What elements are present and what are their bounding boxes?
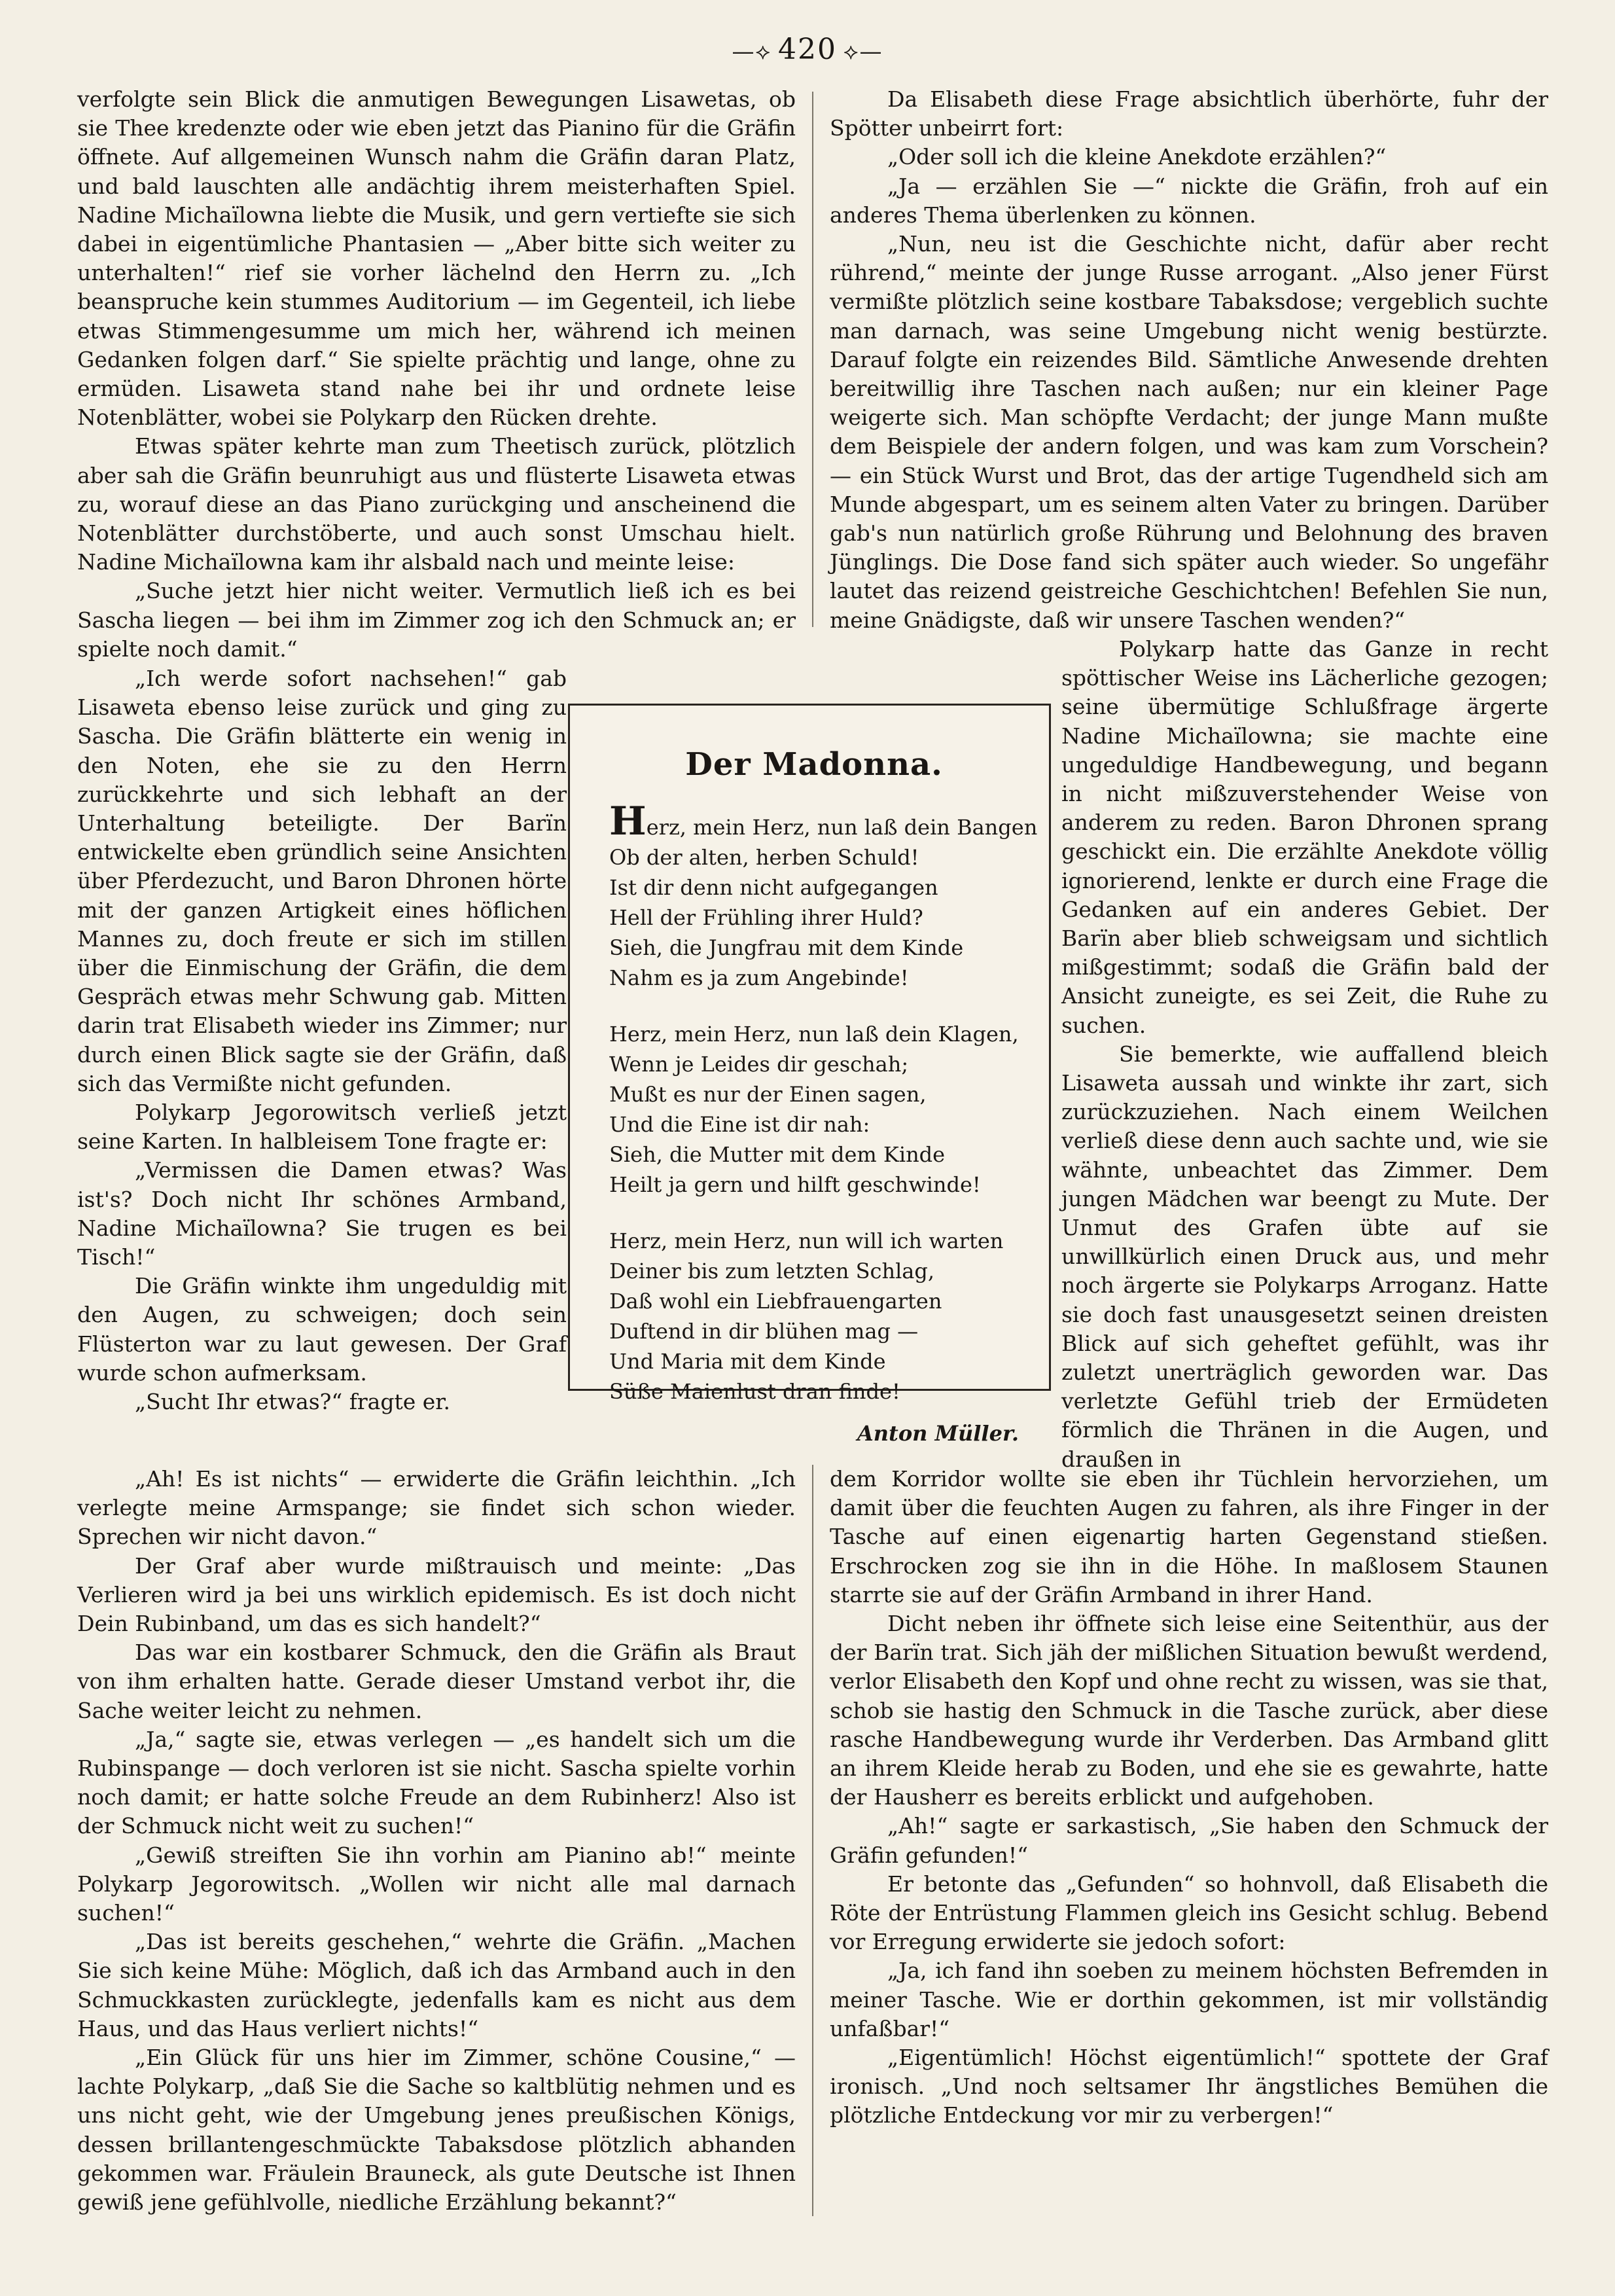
paragraph: Er betonte das „Gefunden“ so hohnvoll, daß Elisabeth die Röte der Entrüstung Flammen gleich ins Gesicht schlug. Bebend vor Erregung erwiderte sie jedoch sofort: <box>830 1871 1548 1955</box>
paragraph: „Das ist bereits geschehen,“ wehrte die Gräfin. „Machen Sie sich keine Mühe: Möglich, daß ich das Armband auch in den Schmuckkasten zurücklegte, jedenfalls kam es nicht aus dem Haus, und das Haus verliert nichts!“ <box>77 1929 796 2041</box>
paragraph: „Ah!“ sagte er sarkastisch, „Sie haben den Schmuck der Gräfin gefunden!“ <box>830 1813 1548 1868</box>
poem-line: Deiner bis zum letzten Schlag, <box>609 1259 935 1283</box>
paragraph: Da Elisabeth diese Frage absichtlich überhörte, fuhr der Spötter unbeirrt fort: <box>830 86 1548 141</box>
paragraph: „Nun, neu ist die Geschichte nicht, dafür aber recht rührend,“ meinte der junge Russe arrogant. „Also jener Fürst vermißte plötzlich seine kostbare Tabaksdose; vergeblich suchte man darnach, was seine Umgebung nicht wenig bestürzte. Darauf folgte ein reizendes Bild. Sämtliche Anwesende drehten bereitwillig ihre Taschen nach außen; nur ein kleiner Page weigerte sich. Man schöpfte Verdacht; der junge Mann mußte dem Beispiele der andern folgen, und was kam zum Vorschein? — ein Stück Wurst und Brot, das der artige Tugendheld sich am Munde abgespart, um es seinem alten Vater zu bringen. Darüber gab's nun natürlich große Rührung und Belohnung des braven Jünglings. Die Dose fand sich später auch wieder. So ungefähr lautet das reizend geistreiche Geschichtchen! Befehlen Sie nun, meine Gnädigste, daß wir unsere Taschen wenden?“ <box>830 231 1548 633</box>
paragraph: „Ja, ich fand ihn soeben zu meinem höchsten Befremden in meiner Tasche. Wie er dorthin gekommen, ist mir vollständig unfaßbar!“ <box>830 1958 1548 2041</box>
paragraph: „Eigentümlich! Höchst eigentümlich!“ spottete der Graf ironisch. „Und noch seltsamer Ihr ängstliches Bemühen die plötzliche Entdeckung vor mir zu verbergen!“ <box>830 2045 1548 2128</box>
poem-line: Sieh, die Mutter mit dem Kinde <box>609 1142 946 1167</box>
poem-line: Ob der alten, herben Schuld! <box>609 845 919 870</box>
paragraph: „Oder soll ich die kleine Anekdote erzählen?“ <box>887 144 1387 170</box>
paragraph: „Ein Glück für uns hier im Zimmer, schöne Cousine,“ — lachte Polykarp, „daß Sie die Sache so kaltblütig nehmen und es uns nicht geht, wie der Umgebung jenes preußischen Königs, dessen brillantengeschmückte Tabaksdose plötzlich abhanden gekommen war. Fräulein Brauneck, als gute Deutsche ist Ihnen gewiß jene gefühlvolle, niedliche Erzählung bekannt?“ <box>77 2045 796 2215</box>
paragraph: „Ich werde sofort nachsehen!“ gab Lisaweta ebenso leise zurück und ging zu Sascha. Die Gräfin blätterte ein wenig in den Noten, ehe sie zu den Herrn zurückkehrte und sich lebhaft an der Unterhaltung beteiligte. Der Barïn entwickelte eben gründlich seine Ansichten über Pferdezucht, und Baron Dhronen hörte mit der ganzen Artigkeit eines höflichen Mannes zu, doch freute er sich im stillen über die Einmischung der Gräfin, die dem Gespräch etwas mehr Schwung gab. Mitten darin trat Elisabeth wieder ins Zimmer; nur durch einen Blick sagte sie der Gräfin, daß sich das Vermißte nicht gefunden. <box>77 666 567 1096</box>
poem-line: Daß wohl ein Liebfrauengarten <box>609 1289 942 1314</box>
column-right-middle <box>1061 635 1548 1474</box>
poem-line: Ist dir denn nicht aufgegangen <box>609 875 938 900</box>
poem-line: Mußt es nur der Einen sagen, <box>609 1082 927 1107</box>
poem-line: Wenn je Leides dir geschah; <box>609 1052 909 1077</box>
paragraph: verfolgte sein Blick die anmutigen Bewegungen Lisawetas, ob sie Thee kredenzte oder wie eben jetzt das Pianino für die Gräfin öffnete. Auf allgemeinen Wunsch nahm die Gräfin daran Platz, und bald lauschten alle andächtig ihrem meisterhaften Spiel. Nadine Michaïlowna liebte die Musik, und gern vertiefte sie sich dabei in eigentümliche Phantasien — „Aber bitte sich weiter zu unterhalten!“ rief sie vorher lächelnd den Herrn zu. „Ich beanspruche kein stummes Auditorium — im Gegenteil, ich liebe etwas Stimmengesumme um mich her, während ich meinen Gedanken folgen darf.“ Sie spielte prächtig und lange, ohne zu ermüden. Lisaweta stand nahe bei ihr und ordnete leise Notenblätter, wobei sie Polykarp den Rücken drehte. <box>77 86 796 431</box>
poem-line: Nahm es ja zum Angebinde! <box>609 965 909 990</box>
paragraph: dem Korridor wollte sie eben ihr Tüchlein hervorziehen, um damit über die feuchten Augen zu fahren, als ihre Finger in der Tasche auf einen eigenartig harten Gegenstand stießen. Erschrocken zog sie ihn in die Höhe. In maßlosem Staunen starrte sie auf der Gräfin Armband in ihrer Hand. <box>830 1466 1548 1607</box>
poem-line: Sieh, die Jungfrau mit dem Kinde <box>609 935 964 960</box>
poem-line: Herz, mein Herz, nun laß dein Bangen <box>609 798 1038 844</box>
poem-box <box>568 704 1051 1446</box>
poem-stanza <box>609 1019 1019 1200</box>
paragraph: Etwas später kehrte man zum Theetisch zurück, plötzlich aber sah die Gräfin beunruhigt aus und flüsterte Lisaweta etwas zu, worauf diese an das Piano zurückging und anscheinend die Notenblätter durchstöberte, und auch sonst Umschau hielt. Nadine Michaïlowna kam ihr alsbald nach und meinte leise: <box>77 433 796 575</box>
column-divider-top <box>812 92 813 627</box>
poem-title: Der Madonna. <box>685 746 943 783</box>
poem-line: Und Maria mit dem Kinde <box>609 1349 886 1374</box>
poem-stanza <box>609 798 1038 993</box>
column-right-top <box>830 85 1548 635</box>
paragraph: Der Graf aber wurde mißtrauisch und meinte: „Das Verlieren wird ja bei uns wirklich epidemisch. Es ist doch nicht Dein Rubinband, um das es sich handelt?“ <box>77 1552 796 1637</box>
paragraph: Sie bemerkte, wie auffallend bleich Lisaweta aussah und winkte ihr zart, sich zurückzuziehen. Nach einem Weilchen verließ diese denn auch sachte und, wie sie wähnte, unbeachtet das Zimmer. Dem jungen Mädchen war beengt zu Mute. Der Unmut des Grafen übte auf sie unwillkürlich einen Druck aus, und mehr noch ärgerte sie Polykarps Arroganz. Hatte sie doch fast unausgesetzt seinen dreisten Blick auf sich geheftet gefühlt, was ihr zuletzt unerträglich geworden war. Das verletzte Gefühl trieb der Ermüdeten förmlich die Thränen in die Augen, und draußen in <box>1061 1041 1548 1472</box>
paragraph: „Ja — erzählen Sie —“ nickte die Gräfin, froh auf ein anderes Thema überlenken zu können. <box>830 173 1548 228</box>
ornament-right-icon: ⟡— <box>843 38 883 65</box>
paragraph: Polykarp Jegorowitsch verließ jetzt seine Karten. In halbleisem Tone fragte er: <box>77 1100 567 1155</box>
page-header <box>0 33 1615 66</box>
paragraph: Polykarp hatte das Ganze in recht spöttischer Weise ins Lächerliche gezogen; seine übermütige Schlußfrage ärgerte Nadine Michaïlowna; sie machte eine ungeduldige Handbewegung, und begann in nicht mißzuverstehender Weise von anderem zu reden. Baron Dhronen sprang geschickt ein. Die erzählte Anekdote völlig ignorierend, lenkte er durch eine Frage die Gedanken auf ein anderes Gebiet. Der Barïn aber blieb schweigsam und sichtlich mißgestimmt; sodaß die Gräfin bald der Ansicht zuneigte, es sei Zeit, die Ruhe zu suchen. <box>1061 636 1548 1038</box>
paragraph: „Sucht Ihr etwas?“ fragte er. <box>135 1389 450 1415</box>
paragraph: „Gewiß streiften Sie ihn vorhin am Pianino ab!“ meinte Polykarp Jegorowitsch. „Wollen wir nicht alle mal darnach suchen!“ <box>77 1842 796 1926</box>
poem-stanza <box>609 1226 1019 1407</box>
poem-line: Und die Eine ist dir nah: <box>609 1112 870 1137</box>
paragraph: „Ah! Es ist nichts“ — erwiderte die Gräfin leichthin. „Ich verlegte meine Armspange; sie findet sich schon wieder. Sprechen wir nicht davon.“ <box>77 1466 796 1550</box>
column-left-middle <box>77 664 567 1416</box>
column-right-bottom <box>830 1465 1548 2130</box>
poem-line: Herz, mein Herz, nun laß dein Klagen, <box>609 1022 1019 1047</box>
paragraph: „Ja,“ sagte sie, etwas verlegen — „es handelt sich um die Rubinspange — doch verloren ist sie nicht. Sascha spielte vorhin noch damit; er hatte solche Freude an dem Rubinherz! Also ist der Schmuck nicht weit zu suchen!“ <box>77 1726 796 1839</box>
poem-line: Hell der Frühling ihrer Huld? <box>609 905 923 930</box>
paragraph: Die Gräfin winkte ihm ungeduldig mit den Augen, zu schweigen; doch sein Flüsterton war zu laut gewesen. Der Graf wurde schon aufmerksam. <box>77 1273 567 1386</box>
paragraph: Das war ein kostbarer Schmuck, den die Gräfin als Braut von ihm erhalten hatte. Gerade dieser Umstand verbot ihr, die Sache weiter leicht zu nehmen. <box>77 1640 796 1723</box>
poem-line: Süße Maienlust dran finde! <box>609 1379 900 1404</box>
poem-line: Heilt ja gern und hilft geschwinde! <box>609 1172 981 1197</box>
column-left-bottom <box>77 1465 796 2217</box>
ornament-left-icon: —⟡ <box>732 38 772 65</box>
column-divider-bottom <box>812 1465 813 2216</box>
column-left-top <box>77 85 796 664</box>
poem-author: Anton Müller. <box>857 1421 1019 1446</box>
paragraph: Dicht neben ihr öffnete sich leise eine Seitenthür, aus der der Barïn trat. Sich jäh der mißlichen Situation bewußt werdend, verlor Elisabeth den Kopf und ohne recht zu wissen, was sie that, schob sie hastig den Schmuck in die Tasche zurück, aber diese rasche Handbewegung wurde ihr Verderben. Das Armband glitt an ihrem Kleide herab zu Boden, und ehe sie es gewahrte, hatte der Hausherr es bereits erblickt und aufgehoben. <box>830 1611 1548 1810</box>
poem-line: Herz, mein Herz, nun will ich warten <box>609 1229 1004 1253</box>
paragraph: „Suche jetzt hier nicht weiter. Vermutlich ließ ich es bei Sascha liegen — bei ihm im Zimmer zog ich den Schmuck an; er spielte noch damit.“ <box>77 578 796 662</box>
poem-line: Duftend in dir blühen mag — <box>609 1319 919 1344</box>
paragraph: „Vermissen die Damen etwas? Was ist's? Doch nicht Ihr schönes Armband, Nadine Michaïlowna? Sie trugen es bei Tisch!“ <box>77 1157 567 1270</box>
page-number: 420 <box>778 33 837 66</box>
